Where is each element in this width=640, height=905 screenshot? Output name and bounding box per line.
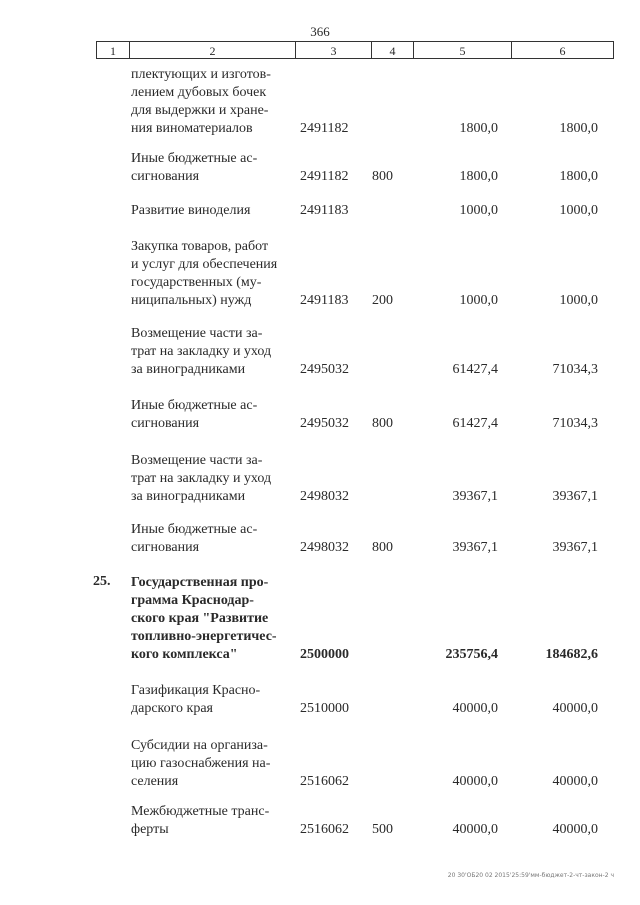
amount-year-1: 1000,0	[459, 203, 498, 218]
target-code: 2495032	[300, 362, 349, 377]
item-name-line: Субсидии на организа-	[131, 738, 268, 753]
amount-year-2: 1000,0	[559, 293, 598, 308]
item-name-line: трат на закладку и уход	[131, 471, 272, 486]
item-name	[131, 66, 287, 138]
item-name-line: Возмещение части за-	[131, 453, 263, 468]
item-name-line: ского края "Развитие	[131, 611, 269, 626]
amount-year-1: 61427,4	[452, 416, 498, 431]
amount-year-1: 235756,4	[445, 647, 498, 662]
item-name	[131, 325, 287, 379]
target-code: 2498032	[300, 489, 349, 504]
item-name-line: Развитие виноделия	[131, 203, 251, 218]
target-code: 2516062	[300, 822, 349, 837]
item-name-line: дарского края	[131, 701, 213, 716]
item-name-line: Иные бюджетные ас-	[131, 398, 258, 413]
amount-year-2: 40000,0	[552, 822, 598, 837]
expense-type: 800	[372, 169, 393, 184]
item-name-line: трат на закладку и уход	[131, 344, 272, 359]
amount-year-2: 1000,0	[559, 203, 598, 218]
amount-year-2: 40000,0	[552, 774, 598, 789]
item-name-line: ниципальных) нужд	[131, 293, 252, 308]
target-code: 2500000	[300, 647, 349, 662]
column-header-5: 5	[414, 41, 512, 59]
expense-type: 200	[372, 293, 393, 308]
item-name	[131, 574, 287, 664]
amount-year-1: 39367,1	[452, 540, 498, 555]
amount-year-1: 1800,0	[459, 121, 498, 136]
item-name-line: плектующих и изготов-	[131, 67, 271, 82]
item-name-line: ферты	[131, 822, 169, 837]
item-name-line: сигнования	[131, 169, 200, 184]
item-name-line: Государственная про-	[131, 575, 269, 590]
expense-type: 500	[372, 822, 393, 837]
amount-year-2: 39367,1	[552, 540, 598, 555]
target-code: 2491183	[300, 293, 349, 308]
amount-year-1: 39367,1	[452, 489, 498, 504]
target-code: 2495032	[300, 416, 349, 431]
amount-year-2: 1800,0	[559, 121, 598, 136]
item-name	[131, 737, 287, 791]
item-name-line: Закупка товаров, работ	[131, 239, 269, 254]
amount-year-1: 40000,0	[452, 774, 498, 789]
target-code: 2498032	[300, 540, 349, 555]
row-number: 25.	[93, 574, 111, 589]
item-name	[131, 803, 287, 839]
item-name	[131, 150, 287, 186]
item-name-line: за виноградниками	[131, 489, 246, 504]
amount-year-2: 71034,3	[552, 416, 598, 431]
target-code: 2516062	[300, 774, 349, 789]
amount-year-2: 71034,3	[552, 362, 598, 377]
column-header-1: 1	[96, 41, 130, 59]
item-name	[131, 521, 287, 557]
item-name-line: топливно-энергетичес-	[131, 629, 277, 644]
item-name-line: кого комплекса"	[131, 647, 238, 662]
item-name-line: сигнования	[131, 540, 200, 555]
item-name-line: Иные бюджетные ас-	[131, 151, 258, 166]
expense-type: 800	[372, 540, 393, 555]
item-name-line: Межбюджетные транс-	[131, 804, 270, 819]
target-code: 2491182	[300, 169, 349, 184]
item-name-line: и услуг для обеспечения	[131, 257, 278, 272]
item-name	[131, 202, 287, 220]
amount-year-2: 184682,6	[545, 647, 598, 662]
amount-year-1: 40000,0	[452, 701, 498, 716]
target-code: 2491182	[300, 121, 349, 136]
item-name-line: селения	[131, 774, 179, 789]
item-name-line: Газификация Красно-	[131, 683, 261, 698]
item-name	[131, 682, 287, 718]
amount-year-2: 1800,0	[559, 169, 598, 184]
amount-year-2: 40000,0	[552, 701, 598, 716]
column-header-2: 2	[130, 41, 296, 59]
item-name-line: грамма Краснодар-	[131, 593, 254, 608]
item-name-line: сигнования	[131, 416, 200, 431]
item-name-line: государственных (му-	[131, 275, 262, 290]
item-name-line: ния виноматериалов	[131, 121, 253, 136]
target-code: 2510000	[300, 701, 349, 716]
amount-year-1: 1000,0	[459, 293, 498, 308]
item-name-line: за виноградниками	[131, 362, 246, 377]
item-name	[131, 238, 287, 310]
amount-year-1: 40000,0	[452, 822, 498, 837]
expense-type: 800	[372, 416, 393, 431]
page-number: 366	[310, 24, 330, 39]
amount-year-2: 39367,1	[552, 489, 598, 504]
amount-year-1: 61427,4	[452, 362, 498, 377]
item-name-line: для выдержки и хране-	[131, 103, 269, 118]
column-header-3: 3	[296, 41, 372, 59]
amount-year-1: 1800,0	[459, 169, 498, 184]
column-header-4: 4	[372, 41, 414, 59]
item-name-line: лением дубовых бочек	[131, 85, 267, 100]
item-name-line: цию газоснабжения на-	[131, 756, 271, 771]
target-code: 2491183	[300, 203, 349, 218]
footer-stamp: 20 30'ОБ20 02 2015'25:59'мм-бюджет-2-чт-закон-2 ч	[447, 872, 614, 879]
item-name-line: Иные бюджетные ас-	[131, 522, 258, 537]
item-name	[131, 452, 287, 506]
column-header-6: 6	[512, 41, 614, 59]
item-name-line: Возмещение части за-	[131, 326, 263, 341]
item-name	[131, 397, 287, 433]
